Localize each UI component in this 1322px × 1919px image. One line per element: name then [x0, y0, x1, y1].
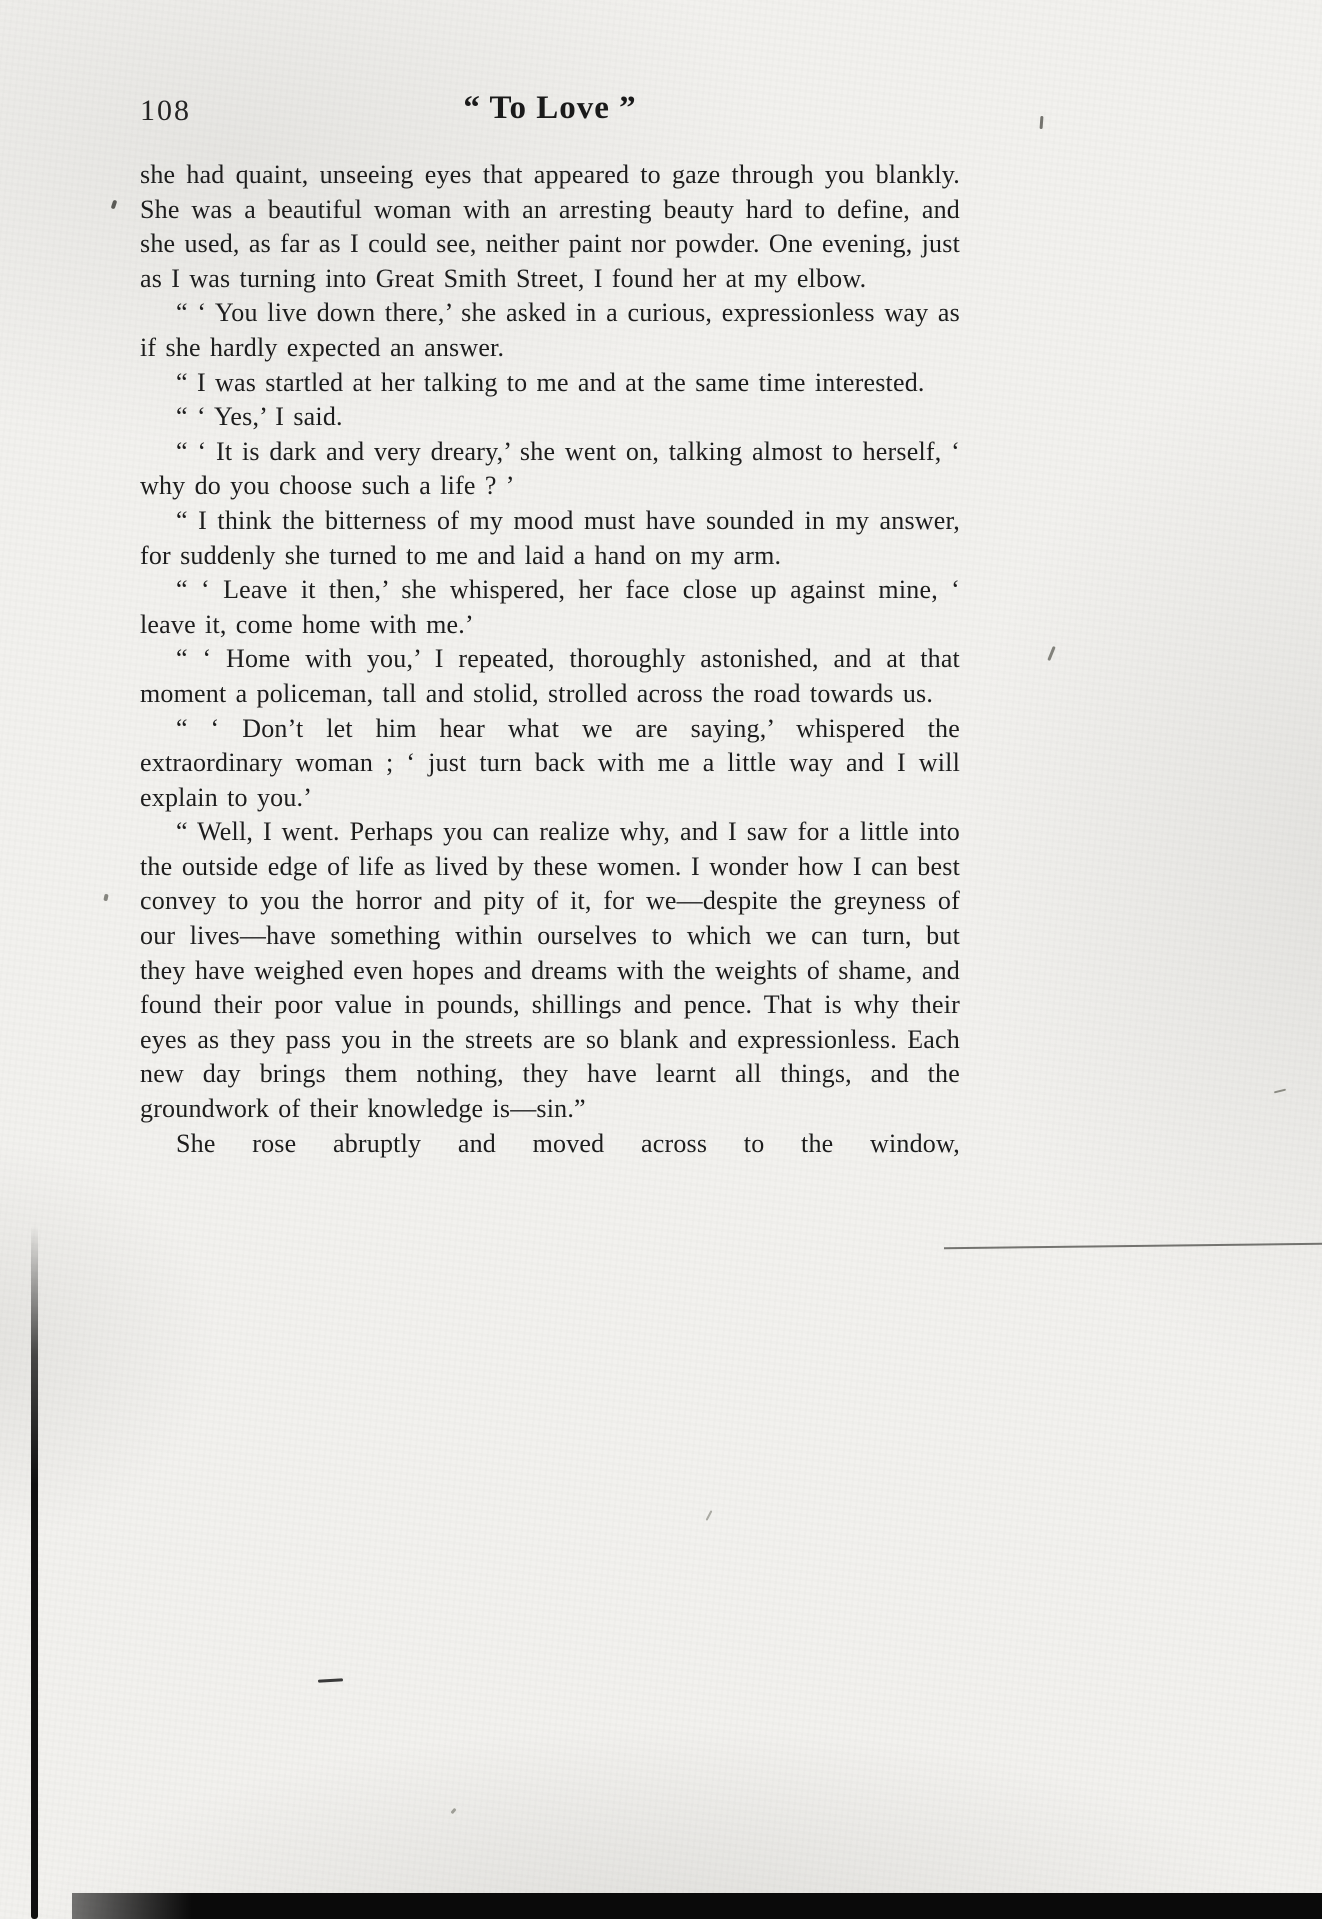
paragraph: she had quaint, unseeing eyes that appeared to gaze through you blankly. She was a beautiful woman with an arresting beauty hard to define, and she used, as far as I could see, neither paint nor powder. One evening, just as I was turning into Great Smith Street, I found her at my elbow. [140, 160, 960, 293]
scan-artifact-dash-mark [318, 1678, 343, 1682]
paragraph: “ Well, I went. Perhaps you can realize why, and I saw for a little into the outside edge of life as lived by these women. I wonder how I can best convey to you the horror and pity of it, for we—despite the greyness of our lives—have something within ourselves to which we can turn, but they have weighed even hopes and dreams with the weights of shame, and found their poor value in pounds, shillings and pence. That is why their eyes as they pass you in the streets are so blank and expressionless. Each new day brings them nothing, they have learnt all things, and the groundwork of their knowledge is—sin.” [140, 817, 960, 1124]
paragraph: She rose abruptly and moved across to the window, [176, 1128, 960, 1158]
scan-artifact-speck [111, 200, 118, 210]
paragraph: “ ‘ Yes,’ I said. [176, 402, 343, 432]
paragraph: “ I was startled at her talking to me and at the same time interested. [176, 367, 925, 397]
scan-artifact-speck [1040, 116, 1044, 129]
paragraph: “ ‘ Home with you,’ I repeated, thoroughly astonished, and at that moment a policeman, tall and stolid, strolled across the road towards us. [140, 644, 960, 708]
scan-artifact-speck [706, 1510, 713, 1521]
paragraph: “ ‘ It is dark and very dreary,’ she went on, talking almost to herself, ‘ why do you choose such a life ? ’ [140, 436, 960, 501]
paragraph: “ I think the bitterness of my mood must have sounded in my answer, for suddenly she turned to me and laid a hand on my arm. [140, 505, 960, 570]
scan-artifact-speck [1047, 646, 1055, 661]
page-title: “ To Love ” [463, 90, 637, 126]
scan-artifact-speck [103, 894, 108, 902]
paragraph: “ ‘ Leave it then,’ she whispered, her face close up against mine, ‘ leave it, come home with me.’ [140, 575, 960, 639]
scan-artifact-bottom-bar [72, 1893, 1322, 1919]
scan-artifact-speck [1274, 1089, 1286, 1094]
scan-artifact-speck [450, 1808, 456, 1815]
page-body [140, 158, 960, 1161]
scan-artifact-pen-line [944, 1243, 1322, 1250]
paragraph: “ ‘ You live down there,’ she asked in a curious, expressionless way as if she hardly expected an answer. [140, 298, 960, 362]
page-number: 108 [140, 94, 191, 127]
paragraph: “ ‘ Don’t let him hear what we are saying,’ whispered the extraordinary woman ; ‘ just turn back with me a little way and I will explain to you.’ [140, 713, 960, 812]
scan-artifact-left-edge-line [31, 1225, 38, 1919]
